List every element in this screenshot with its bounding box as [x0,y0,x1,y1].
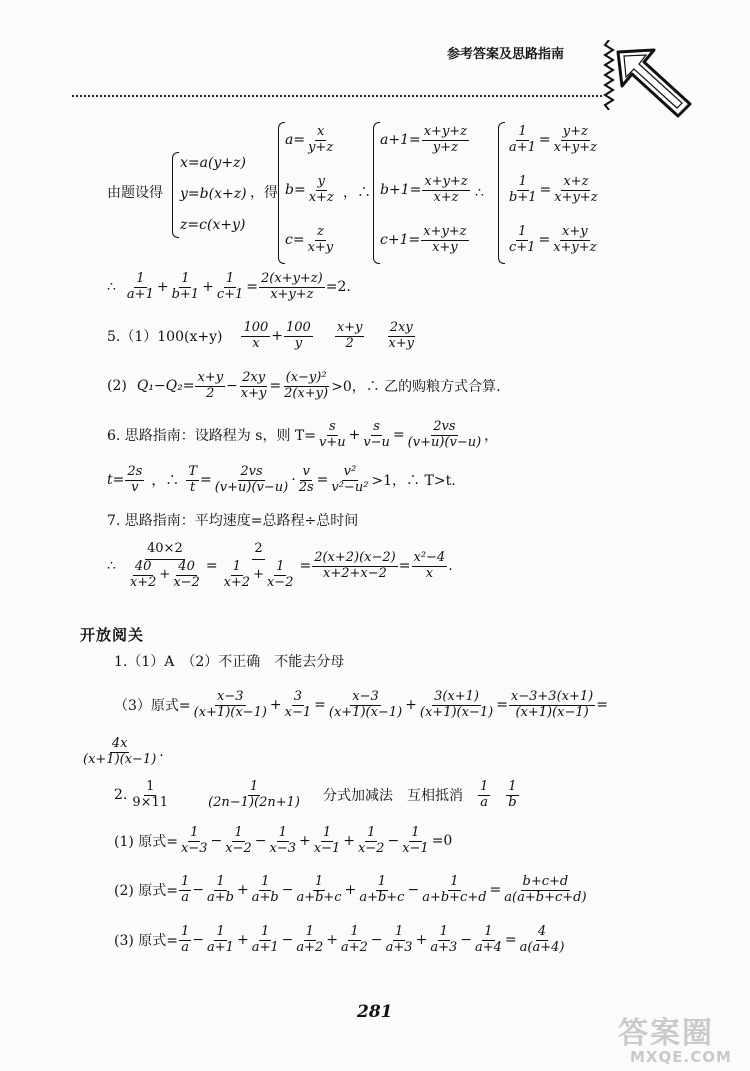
open2-line1: 2. $\frac{1}{9\times 11}$ $\frac{1}{(2n-1)(2n+1)}$ 分式加减法 互相抵消 $\frac{1}{a}$ $\frac{1}{b}$ [114,779,517,810]
page-number: 281 [357,1002,393,1022]
q5-part2: (2) Q₁−Q₂= $\frac{x+y}{2}$ − $\frac{2xy}{x+y}$ = $\frac{\text{(x−y)²}}{2(x+y)}$ >0，∴ 乙的购粮方式合算. [107,370,501,401]
open1-result: $\frac{4x}{(x+1)(x-1)}$ . [83,736,164,767]
system2-row-1: a= $\frac{x}{y+z}$ [285,124,334,155]
system3-row-3: c+1= $\frac{x+y+z}{x+y}$ [380,224,467,255]
arrow-icon [614,46,694,122]
q7-label: 7. 思路指南：平均速度=总路程÷总时间 [107,513,359,529]
open2-line-3: (3) 原式= $\frac{1}{a}$ − $\frac{1}{a+1}$ + $\frac{1}{a+1}$ − $\frac{1}{a+2}$ + $\frac{1}{a+2}$ − $\frac{1}{a+3}$ + $\frac{1}{a+3}$ − $\frac{1}{a+4}$ = $\frac{4}{a(a+4)}$ [114,924,565,955]
q6-line2: t= $\frac{2s}{v}$ ，∴ $\frac{T}{t}$ = $\frac{2vs}{(v+u)(v-u)}$ · $\frac{v}{2s}$ = $\frac{\text{v²}}{\text{v²−u²}}$ >1，∴ T>t. [107,464,456,495]
q7-equation: ∴ 40×2 $\frac{40}{x+2}$ + $\frac{40}{x-2}$ = 2 $\frac{1}{x+2}$ + $\frac{1}{x-2}$ = $\frac{2(x+2)(x-2)}{x+2+x-2}$ = $\frac{\text{x²−4}}{x}$ . [107,541,453,590]
open2-line-2: (2) 原式= $\frac{1}{a}$ − $\frac{1}{a+b}$ + $\frac{1}{a+b}$ − $\frac{1}{a+b+c}$ + $\frac{1}{a+b+c}$ − $\frac{1}{a+b+c+d}$ = $\frac{b+c+d}{a(a+b+c+d)}$ [114,874,587,905]
watermark-logo: 答案圈 [618,1016,714,1051]
header-dotted-rule [72,95,602,97]
system3-row-1: a+1= $\frac{x+y+z}{y+z}$ [380,124,468,155]
system2-row-2: b= $\frac{y}{x+z}$ [285,174,334,205]
system4-row-3: $\frac{1}{c+1}$ = $\frac{x+y}{x+y+z}$ [509,224,597,255]
open1-line1: 1.（1）A （2）不正确 不能去分母 [114,654,345,670]
open2-line-1: (1) 原式= $\frac{1}{x-3}$ − $\frac{1}{x-2}$ − $\frac{1}{x-3}$ + $\frac{1}{x-1}$ + $\frac{1}{x-2}$ − $\frac{1}{x-1}$ =0 [114,825,453,856]
system4-row-2: $\frac{1}{b+1}$ = $\frac{x+z}{x+y+z}$ [509,174,598,205]
header-title: 参考答案及思路指南 [447,47,565,62]
watermark-url: MXQE.COM [630,1048,732,1066]
brace-1 [172,152,179,238]
system1-eq-1: x=a(y+z) [180,155,246,171]
brace-2 [278,122,285,264]
de-text: ，得 [250,185,278,201]
separator-therefore: ，∴ [343,185,371,201]
brace-3 [373,122,380,264]
brace-4 [498,122,505,264]
sum-line: ∴ $\frac{1}{a+1}$ + $\frac{1}{b+1}$ + $\frac{1}{c+1}$ = $\frac{2(x+y+z)}{x+y+z}$ =2. [107,271,351,302]
system2-row-3: c= $\frac{z}{x+y}$ [285,224,334,255]
q5-part1: 5.（1）100(x+y) $\frac{100}{x}$ + $\frac{100}{y}$ $\frac{x+y}{2}$ $\frac{2xy}{x+y}$ [107,320,414,351]
section-title: 开放阅关 [80,626,145,644]
system1-eq-3: z=c(x+y) [180,217,246,233]
intro-text: 由题设得 [107,185,163,201]
q6-line1: 6. 思路指南：设路程为 s，则 T= $\frac{s}{v+u}$ + $\frac{s}{v-u}$ = $\frac{2vs}{(v+u)(v-u)}$ ， [107,419,499,450]
system3-row-2: b+1= $\frac{x+y+z}{x+z}$ [380,174,468,205]
open1-part3: （3）原式= $\frac{x-3}{(x+1)(x-1)}$ + $\frac{3}{x-1}$ = $\frac{x-3}{(x+1)(x-1)}$ + $\frac{3(x+1)}{(x+1)(x-1)}$ = $\frac{x-3+3(x+1)}{(x+1)(x-1)}$ = [114,689,608,720]
therefore-symbol: ∴ [475,185,484,201]
system1-eq-2: y=b(x+z) [180,186,247,202]
system4-row-1: $\frac{1}{a+1}$ = $\frac{y+z}{x+y+z}$ [509,124,597,155]
